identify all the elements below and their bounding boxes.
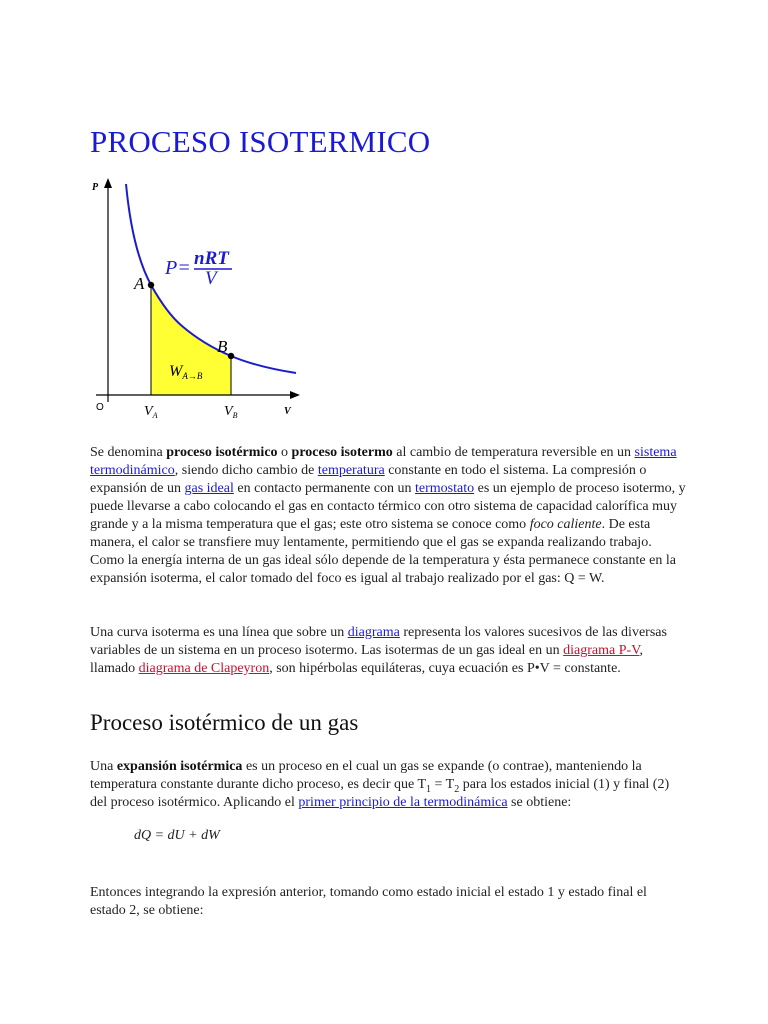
energy-equation: dQ = dU + dW xyxy=(134,828,220,843)
link-diagrama[interactable]: diagrama xyxy=(347,625,400,640)
v-axis-arrow xyxy=(290,391,300,399)
link-temperatura[interactable]: temperatura xyxy=(317,463,385,478)
link-primer-principio[interactable]: primer principio de la termodinámica xyxy=(298,795,508,810)
expansion-paragraph: Una expansión isotérmica es un proceso en el cual un gas se expande (o contrae), manteniendo la temperatura constante durante dicho proceso, es decir que $T_1 = T_2$ para los estados inicial (1) y final (2) del proceso isotérmico. Aplicando el primer principio de la termodinámica se obtiene: xyxy=(90,759,670,810)
isoterma-paragraph: Una curva isoterma es una línea que sobre un diagrama representa los valores sucesivos de las diversas variables de un sistema en un proceso isotermo. Las isotermas de un gas ideal en un diagrama P-V, llamado diagrama de Clapeyron, son hipérbolas equiláteras, cuya ecuación es P•V = constante. xyxy=(90,625,667,676)
work-label: WA→B xyxy=(169,363,203,381)
link-termostato[interactable]: termostato xyxy=(415,481,475,496)
formula-denominator: V xyxy=(205,268,217,289)
term-expansion-isotermica: expansión isotérmica xyxy=(116,759,243,774)
p-axis-arrow xyxy=(104,178,112,188)
link-diagrama-clapeyron[interactable]: diagrama de Clapeyron xyxy=(138,661,270,676)
link-gas-ideal[interactable]: gas ideal xyxy=(184,481,234,496)
vb-label: $V_B$ xyxy=(224,404,238,420)
formula-numerator: nRT xyxy=(194,248,229,269)
link-diagrama-pv[interactable]: diagrama P-V xyxy=(563,643,640,658)
integration-paragraph: Entonces integrando la expresión anterior, tomando como estado inicial el estado 1 y estado final el estado 2, se obtiene: xyxy=(90,885,647,918)
intro-paragraph: Se denomina proceso isotérmico o proceso isotermo al cambio de temperatura reversible en un sistema termodinámico, siendo dicho cambio de temperatura constante en todo el sistema. La compresión o expansión de un gas ideal en contacto permanente con un termostato es un ejemplo de proceso isotermo, y puede llevarse a cabo colocando el gas en contacto térmico con otro sistema de capacidad calorífica muy grande y a la misma temperatura que el gas; este otro sistema se conoce como foco caliente. De esta manera, el calor se transfiere muy lentamente, permitiendo que el gas se expanda realizando trabajo. Como la energía interna de un gas ideal sólo depende de la temperatura y ésta permanece constante en la expansión isoterma, el calor tomado del foco es igual al trabajo realizado por el gas: Q = W. xyxy=(90,445,686,586)
term-proceso-isotermico: proceso isotérmico xyxy=(166,445,278,460)
term-foco-caliente: foco caliente xyxy=(529,517,602,532)
point-a-marker xyxy=(148,282,154,288)
p-axis-label: P xyxy=(92,182,99,193)
term-proceso-isotermo: proceso isotermo xyxy=(291,445,393,460)
origin-label: O xyxy=(96,402,104,413)
section-heading: Proceso isotérmico de un gas xyxy=(90,710,359,735)
point-b-marker xyxy=(228,353,234,359)
isotherm-pv-diagram xyxy=(90,176,305,426)
work-subscript: A→B xyxy=(182,371,203,381)
point-b-label: B xyxy=(217,337,228,356)
v-axis-label: V xyxy=(284,406,291,417)
formula-lhs: P= xyxy=(165,257,191,279)
point-a-label: A xyxy=(134,274,145,293)
va-label: $V_A$ xyxy=(144,404,158,420)
page-title: PROCESO ISOTERMICO xyxy=(90,124,431,159)
link-sistema-termodinamico[interactable]: sistema termodinámico xyxy=(90,445,677,478)
